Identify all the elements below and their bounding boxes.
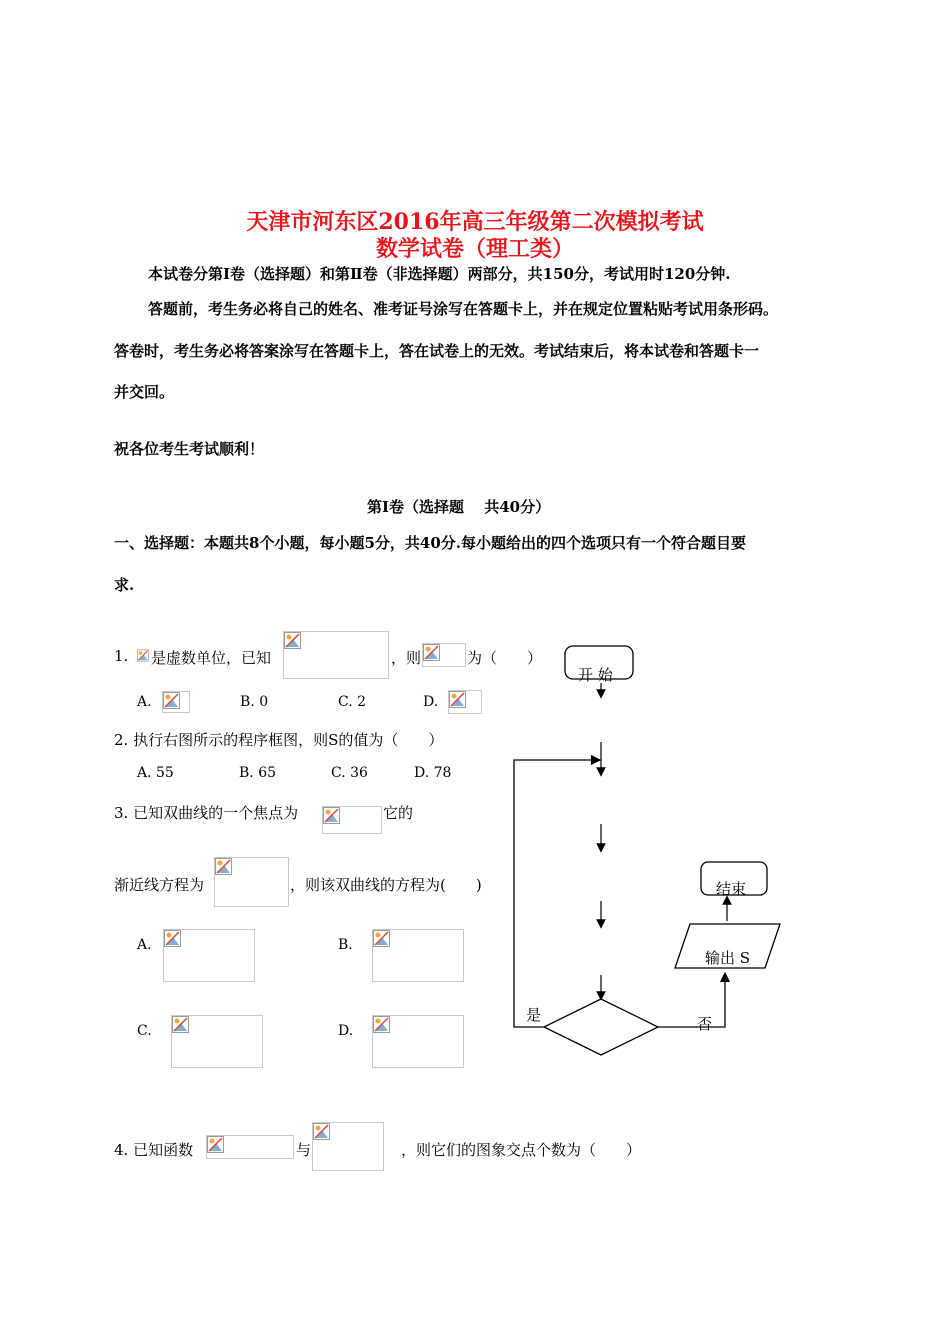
q3-option-d: D. <box>338 1023 354 1039</box>
intro-instructions-1: 答题前，考生务必将自己的姓名、准考证号涂写在答题卡上，并在规定位置粘贴考试用条形码。 <box>148 300 779 318</box>
flow-end-label: 结束 <box>716 880 747 898</box>
flow-yes-label: 是 <box>526 1006 542 1024</box>
q4-text-3: ，则它们的图象交点个数为（ ） <box>401 1141 642 1159</box>
q3-text-4: ，则该双曲线的方程为( ) <box>290 876 482 894</box>
q1-text-1: 是虚数单位，已知 <box>151 649 272 667</box>
q1-option-c: C. 2 <box>338 694 367 710</box>
q3-option-a: A. <box>137 937 152 953</box>
good-luck-text: 祝各位考生考试顺利！ <box>114 440 265 458</box>
q3-option-b: B. <box>338 937 353 953</box>
q2-text: 2. 执行右图所示的程序框图，则S的值为（ ） <box>114 731 444 749</box>
q2-option-b: B. 65 <box>239 765 277 781</box>
page-subtitle: 数学试卷（理工类） <box>375 236 574 262</box>
q1-option-a: A. <box>137 694 152 710</box>
q2-option-c: C. 36 <box>331 765 368 781</box>
flow-loop-line <box>514 760 596 1027</box>
q1-option-b: B. 0 <box>240 694 269 710</box>
flow-start-label: 开 始 <box>578 666 613 684</box>
q1-text-2: ，则 <box>391 649 422 667</box>
q1-option-d: D. <box>423 694 439 710</box>
q3-text-2: 它的 <box>383 804 414 822</box>
flow-decision-diamond <box>544 999 658 1055</box>
q2-option-d: D. 78 <box>414 765 452 781</box>
q4-text-1: 4. 已知函数 <box>114 1141 194 1159</box>
q3-option-c: C. <box>137 1023 152 1039</box>
flow-output-label: 输出 S <box>705 949 751 967</box>
page-title: 天津市河东区2016年高三年级第二次模拟考试 <box>246 209 704 235</box>
section-instructions-2: 求. <box>114 576 135 594</box>
intro-paragraph: 本试卷分第Ⅰ卷（选择题）和第Ⅱ卷（非选择题）两部分，共150分，考试用时120分钟. <box>148 265 731 283</box>
q3-text-3: 渐近线方程为 <box>114 876 205 894</box>
flow-no-branch <box>658 977 725 1027</box>
flow-no-label: 否 <box>697 1015 713 1033</box>
q4-text-2: 与 <box>296 1141 312 1159</box>
intro-instructions-2: 答卷时，考生务必将答案涂写在答题卡上，答在试卷上的无效。考试结束后，将本试卷和答题卡一 <box>114 342 760 360</box>
intro-instructions-3: 并交回。 <box>114 383 175 401</box>
q3-text-1: 3. 已知双曲线的一个焦点为 <box>114 804 299 822</box>
section-instructions-1: 一、选择题：本题共8个小题，每小题5分，共40分.每小题给出的四个选项只有一个符合题目要 <box>114 534 746 552</box>
q1-number: 1. <box>114 647 129 665</box>
q2-option-a: A. 55 <box>137 765 174 781</box>
q1-text-3: 为（ ） <box>467 649 543 667</box>
section-heading: 第Ⅰ卷（选择题 共40分） <box>367 498 551 516</box>
